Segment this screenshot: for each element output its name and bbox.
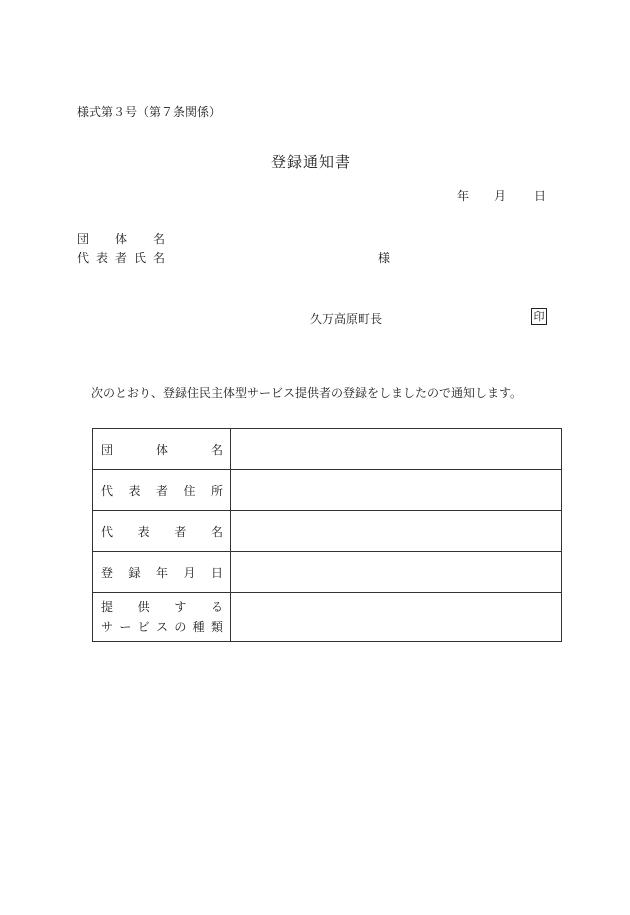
- row-label: 代 表 者 名: [93, 511, 231, 552]
- row-label: 団 体 名: [93, 429, 231, 470]
- addressee-org-label: 団 体 名: [77, 232, 165, 246]
- row-value: [231, 593, 562, 642]
- row-value: [231, 511, 562, 552]
- body-text: 次のとおり、登録住民主体型サービス提供者の登録をしましたので通知します。: [91, 386, 523, 400]
- row-value: [231, 429, 562, 470]
- table-row: [93, 429, 562, 470]
- row-label: 提 供 す る サ ー ビ ス の 種 類: [93, 593, 231, 642]
- document-title: 登録通知書: [270, 153, 351, 171]
- date-day-label: 日: [534, 189, 547, 203]
- date-month-label: 月: [494, 189, 507, 203]
- table-row: [93, 511, 562, 552]
- table-row: [93, 470, 562, 511]
- info-table: [92, 428, 562, 642]
- seal-mark: 印: [531, 308, 547, 325]
- form-number: 様式第３号（第７条関係）: [77, 105, 222, 119]
- honorific: 様: [378, 251, 391, 265]
- row-label: 登 録 年 月 日: [93, 552, 231, 593]
- row-label: 代 表 者 住 所: [93, 470, 231, 511]
- table-row: [93, 593, 562, 642]
- addressee-rep-label: 代 表 者 氏 名: [77, 251, 165, 265]
- table-row: [93, 552, 562, 593]
- date-year-label: 年: [457, 189, 470, 203]
- row-value: [231, 470, 562, 511]
- sender-name: 久万高原町長: [310, 312, 383, 326]
- row-value: [231, 552, 562, 593]
